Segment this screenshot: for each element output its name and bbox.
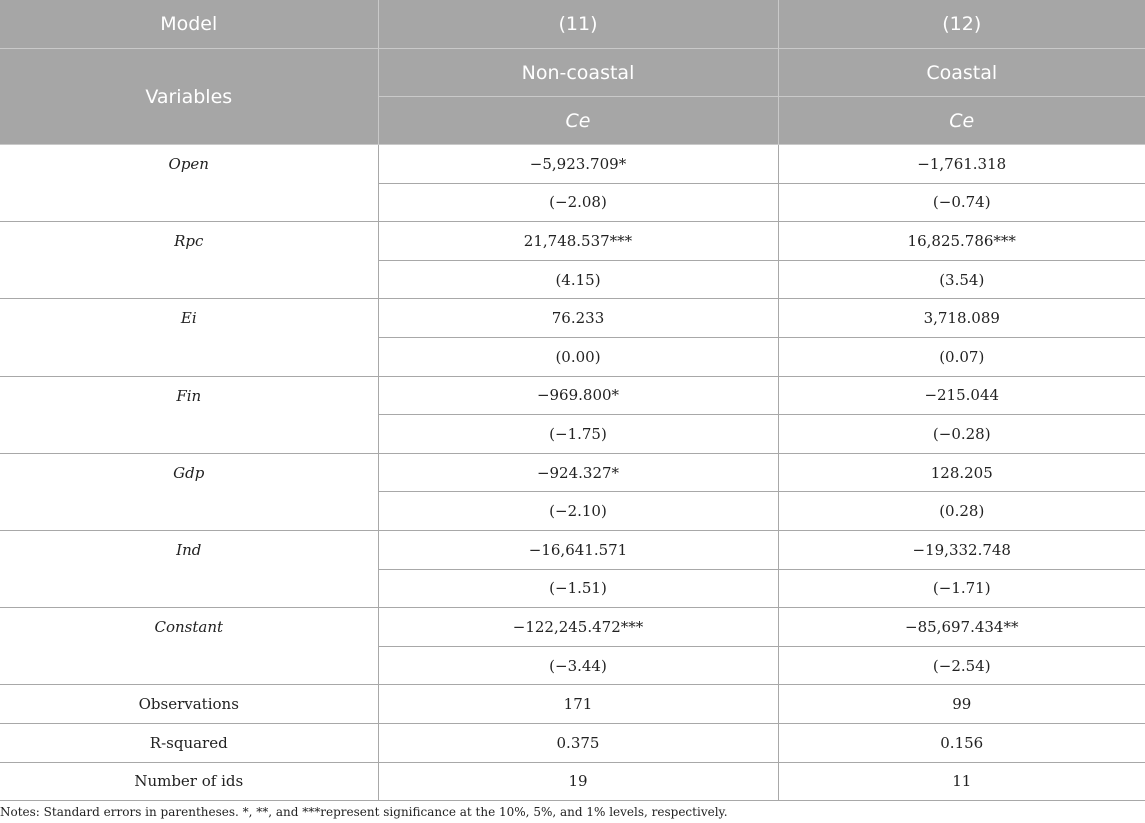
- stat-value: 0.375: [378, 723, 778, 762]
- stat-value: 19: [378, 762, 778, 801]
- coefficient-cell: 76.233: [378, 299, 778, 338]
- coefficient-cell: −122,245.472***: [378, 608, 778, 647]
- variable-name: Gdp: [0, 453, 378, 530]
- coefficient-cell: −85,697.434**: [778, 608, 1145, 647]
- table-row: [0, 376, 1145, 415]
- t-stat-cell: (−1.75): [378, 415, 778, 454]
- variable-name: Ei: [0, 299, 378, 376]
- table-body: [0, 145, 1145, 801]
- t-stat-cell: (3.54): [778, 260, 1145, 299]
- table-notes: Notes: Standard errors in parentheses. *, **, and ***represent significance at the 10%, 5%, and 1% levels, respectively.: [0, 805, 728, 819]
- t-stat-cell: (0.07): [778, 337, 1145, 376]
- stat-value: 171: [378, 685, 778, 724]
- t-stat-cell: (−1.51): [378, 569, 778, 608]
- coefficient-cell: 21,748.537***: [378, 222, 778, 261]
- dependent-var-11: Ce: [378, 97, 778, 145]
- t-stat-cell: (−0.74): [778, 183, 1145, 222]
- variable-name: Ind: [0, 530, 378, 607]
- t-stat-cell: (0.00): [378, 337, 778, 376]
- table-row: [0, 723, 1145, 762]
- coefficient-cell: −19,332.748: [778, 530, 1145, 569]
- variable-name: Constant: [0, 608, 378, 685]
- t-stat-cell: (−2.10): [378, 492, 778, 531]
- table-row: [0, 762, 1145, 801]
- coefficient-cell: −1,761.318: [778, 145, 1145, 184]
- stat-value: 99: [778, 685, 1145, 724]
- coefficient-cell: −16,641.571: [378, 530, 778, 569]
- model-11-label: (11): [378, 0, 778, 49]
- table-row: [0, 453, 1145, 492]
- variables-label: Variables: [0, 49, 378, 145]
- t-stat-cell: (4.15): [378, 260, 778, 299]
- t-stat-cell: (0.28): [778, 492, 1145, 531]
- coefficient-cell: 16,825.786***: [778, 222, 1145, 261]
- table-header: [0, 0, 1145, 145]
- coefficient-cell: 128.205: [778, 453, 1145, 492]
- variable-name: Rpc: [0, 222, 378, 299]
- t-stat-cell: (−2.08): [378, 183, 778, 222]
- stat-label: Number of ids: [0, 762, 378, 801]
- table-row: [0, 145, 1145, 184]
- coefficient-cell: −5,923.709*: [378, 145, 778, 184]
- table-row: [0, 530, 1145, 569]
- t-stat-cell: (−2.54): [778, 646, 1145, 685]
- stat-label: R-squared: [0, 723, 378, 762]
- t-stat-cell: (−1.71): [778, 569, 1145, 608]
- table-row: [0, 222, 1145, 261]
- t-stat-cell: (−0.28): [778, 415, 1145, 454]
- coefficient-cell: −969.800*: [378, 376, 778, 415]
- coefficient-cell: −215.044: [778, 376, 1145, 415]
- table-row: [0, 685, 1145, 724]
- stat-value: 0.156: [778, 723, 1145, 762]
- coefficient-cell: −924.327*: [378, 453, 778, 492]
- stat-value: 11: [778, 762, 1145, 801]
- model-label: Model: [0, 0, 378, 49]
- model-12-label: (12): [778, 0, 1145, 49]
- table-row: [0, 299, 1145, 338]
- t-stat-cell: (−3.44): [378, 646, 778, 685]
- group-12-label: Coastal: [778, 49, 1145, 97]
- stat-label: Observations: [0, 685, 378, 724]
- table-row: [0, 608, 1145, 647]
- variable-name: Open: [0, 145, 378, 222]
- group-11-label: Non-coastal: [378, 49, 778, 97]
- variable-name: Fin: [0, 376, 378, 453]
- dependent-var-12: Ce: [778, 97, 1145, 145]
- coefficient-cell: 3,718.089: [778, 299, 1145, 338]
